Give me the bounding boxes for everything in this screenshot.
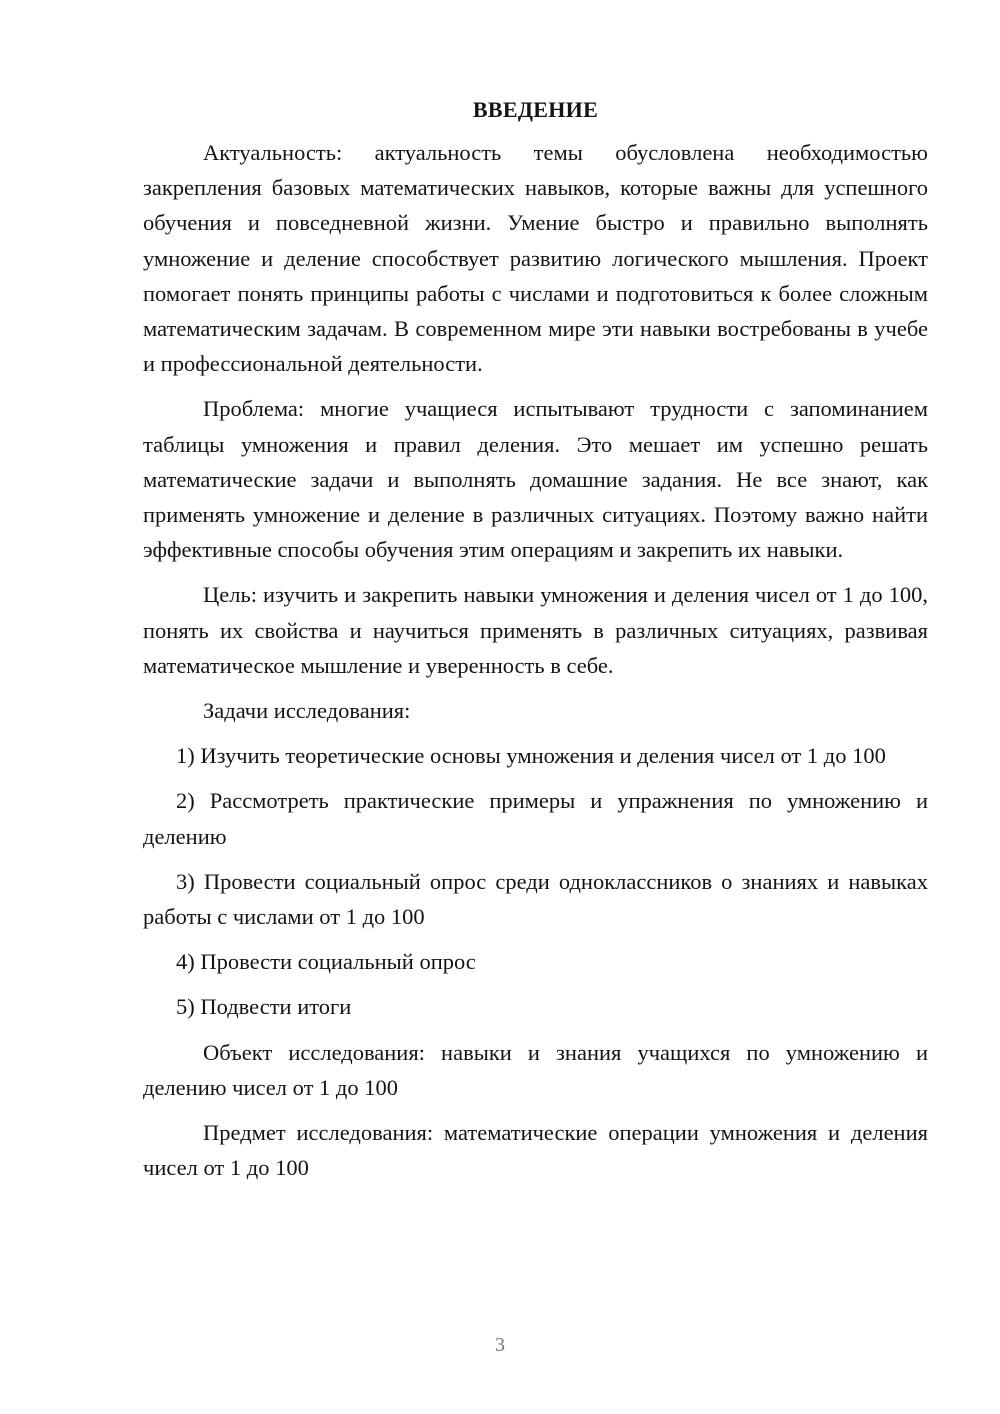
tasks-heading: Задачи исследования: [203, 698, 411, 724]
task-item-4: 4) Провести социальный опрос [176, 949, 476, 975]
page-number: 3 [495, 1334, 505, 1356]
paragraph-relevance: Актуальность: актуальность темы обусловлена необходимостью закрепления базовых математических навыков, которые важны для успешного обучения и повседневной жизни. Умение быстро и правильно выполнять умножение и деление способствует развитию логического мышления. Проект помогает понять принципы работы с числами и подготовиться к более сложным математическим задачам. В современном мире эти навыки востребованы в учебе и профессиональной деятельности. [143, 140, 928, 377]
task-item-3: 3) Провести социальный опрос среди одноклассников о знаниях и навыках работы с числами от 1 до 100 [143, 868, 928, 930]
section-title: ВВЕДЕНИЕ [472, 97, 599, 122]
task-item-5: 5) Подвести итоги [176, 994, 352, 1020]
paragraph-object: Объект исследования: навыки и знания учащихся по умножению и делению чисел от 1 до 100 [143, 1039, 928, 1100]
document-page [143, 95, 928, 1195]
paragraph-subject: Предмет исследования: математические операции умножения и деления чисел от 1 до 100 [143, 1120, 928, 1181]
paragraph-goal: Цель: изучить и закрепить навыки умножения и деления чисел от 1 до 100, понять их свойства и научиться применять в различных ситуациях, развивая математическое мышление и уверенность в себе. [143, 582, 928, 678]
task-item-1: 1) Изучить теоретические основы умножения и деления чисел от 1 до 100 [176, 743, 886, 769]
task-item-2: 2) Рассмотреть практические примеры и упражнения по умножению и делению [143, 788, 928, 849]
paragraph-problem: Проблема: многие учащиеся испытывают трудности с запоминанием таблицы умножения и правил деления. Это мешает им успешно решать математические задачи и выполнять домашние задания. Не все знают, как применять умножение и деление в различных ситуациях. Поэтому важно найти эффективные способы обучения этим операциям и закрепить их навыки. [143, 396, 928, 563]
